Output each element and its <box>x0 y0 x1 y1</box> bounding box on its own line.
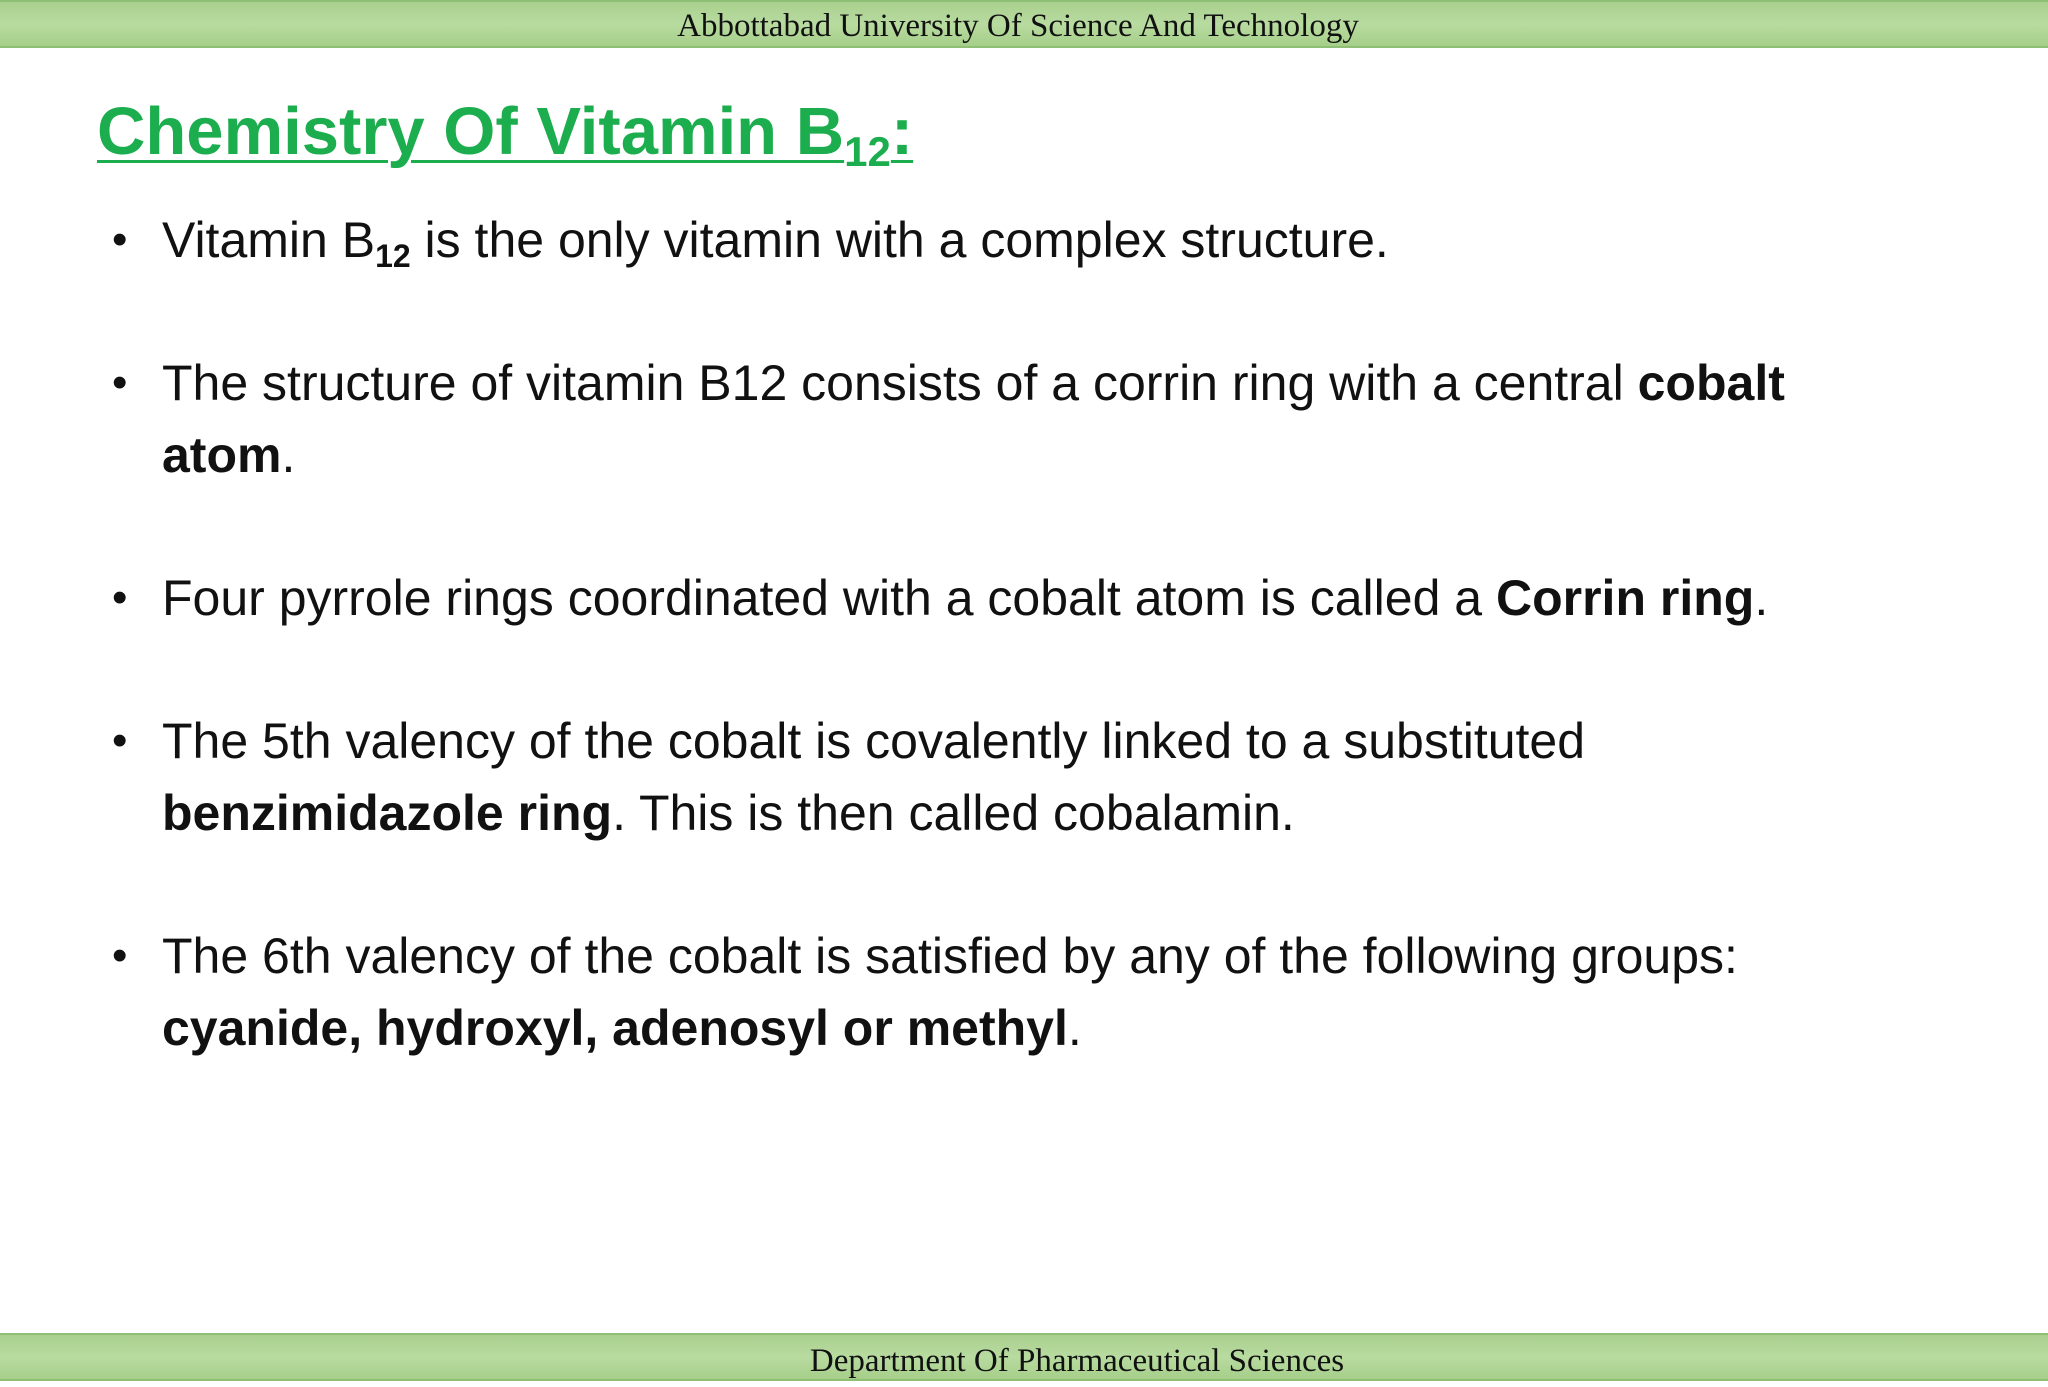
bullet-item-2 <box>162 347 1962 491</box>
title-subscript: 12 <box>844 128 891 175</box>
bullet-item-3 <box>162 562 1962 634</box>
bullet-4-end: . This is then called cobalamin. <box>612 785 1295 841</box>
bullet-3-bold-corrin-ring: Corrin ring <box>1495 570 1755 626</box>
header-text: Abbottabad University Of Science And Technology <box>677 8 1359 44</box>
footer-band <box>0 1333 2048 1381</box>
bullet-2-text: The structure of vitamin B12 consists of a corrin ring with a central <box>162 355 1638 411</box>
bullet-1-suffix: is the only vitamin with a complex structure. <box>410 212 1389 268</box>
bullet-item-4 <box>162 705 1962 849</box>
bullet-3-text: Four pyrrole rings coordinated with a cobalt atom is called a <box>162 570 1496 626</box>
bullet-4-text: The 5th valency of the cobalt is covalently linked to a substituted <box>162 713 1586 769</box>
slide-title <box>97 92 914 175</box>
bullet-item-5 <box>162 920 1962 1064</box>
header-band <box>0 0 2048 48</box>
title-main: Chemistry Of Vitamin B <box>97 94 845 169</box>
bullet-1-prefix: Vitamin B <box>162 212 376 268</box>
bullet-1-subscript: 12 <box>375 238 411 274</box>
footer-text: Department Of Pharmaceutical Sciences <box>809 1343 1345 1379</box>
bullet-4-bold-benzimidazole: benzimidazole ring <box>162 785 613 841</box>
bullet-5-end: . <box>1067 1000 1082 1056</box>
title-suffix: : <box>890 94 914 169</box>
bullet-item-1 <box>162 204 1962 276</box>
bullet-2-bold-atom: atom <box>162 427 282 483</box>
bullet-3-end: . <box>1754 570 1769 626</box>
bullet-2-end: . <box>281 427 296 483</box>
bullet-5-text: The 6th valency of the cobalt is satisfied by any of the following groups: <box>162 928 1738 984</box>
bullet-2-bold-cobalt: cobalt <box>1637 355 1785 411</box>
bullet-5-bold-groups: cyanide, hydroxyl, adenosyl or methyl <box>162 1000 1068 1056</box>
